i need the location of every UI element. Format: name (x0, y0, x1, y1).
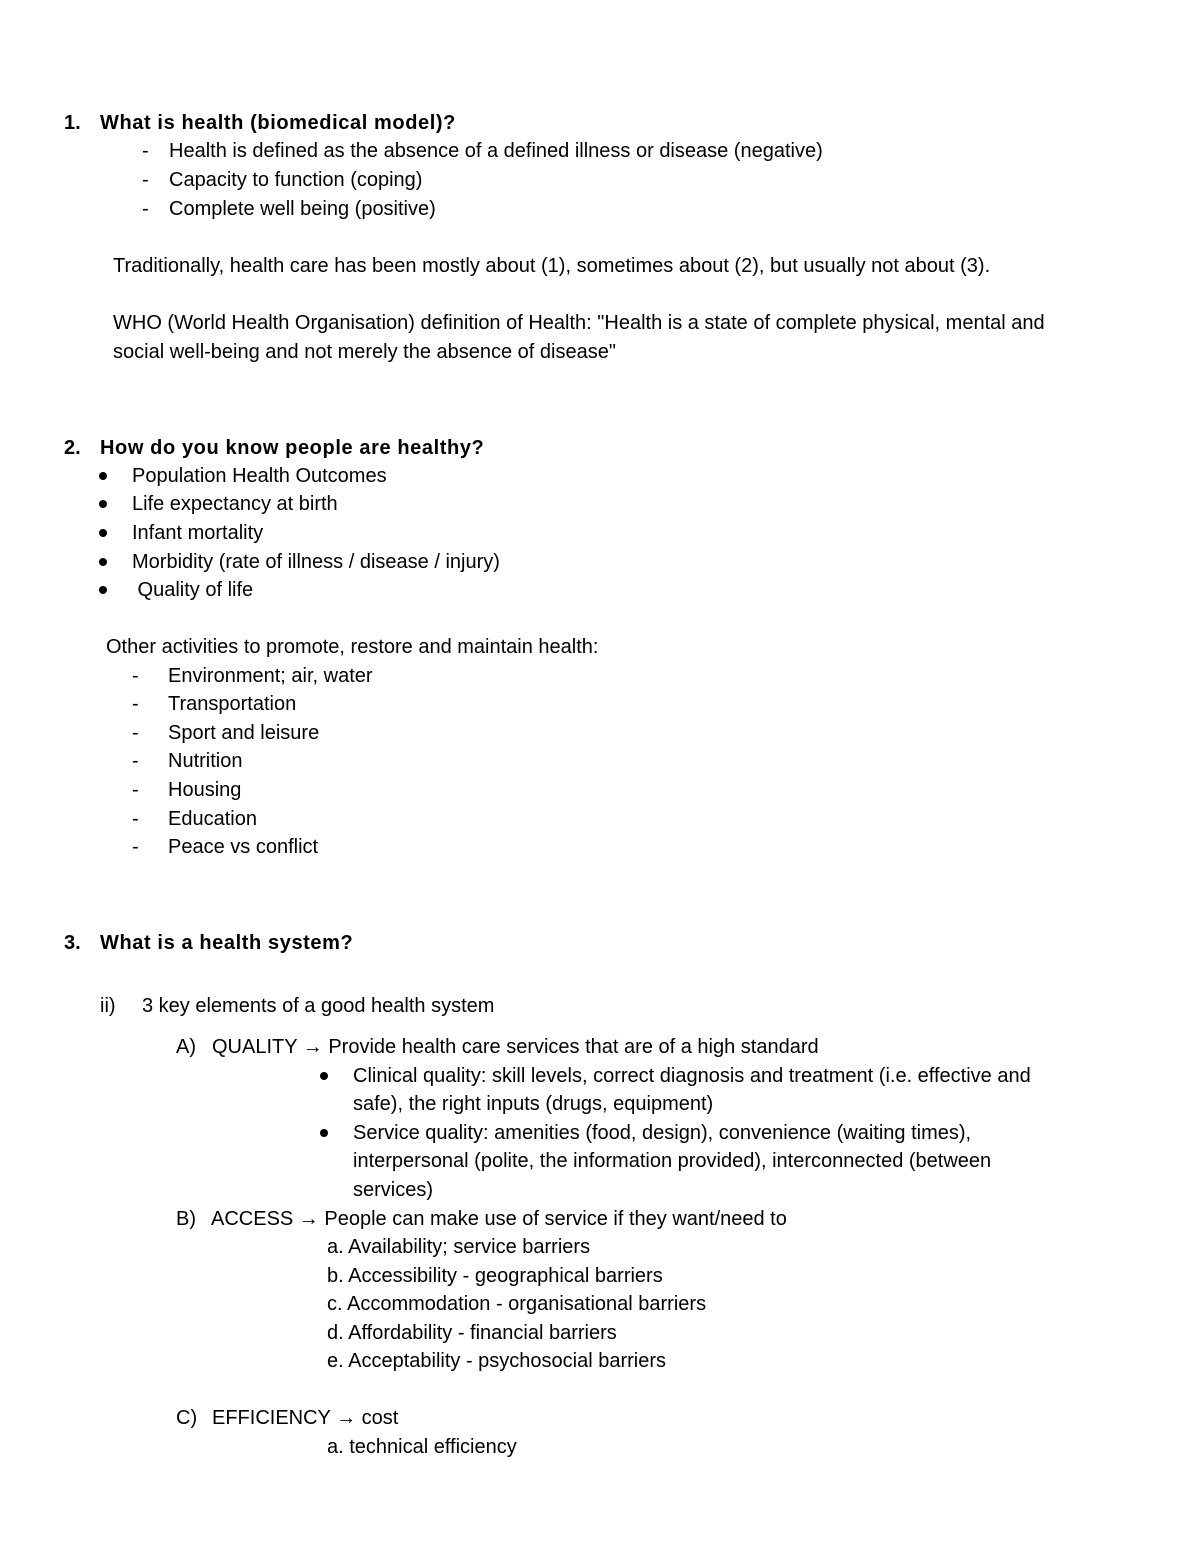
list-item: Environment; air, water (168, 665, 373, 687)
section-3-heading: What is a health system? (100, 932, 354, 954)
section-1-heading: What is health (biomedical model)? (100, 112, 456, 134)
dash-marker: - (142, 140, 149, 162)
access-marker: B) (176, 1208, 196, 1230)
bullet-item: Morbidity (rate of illness / disease / injury) (132, 551, 500, 573)
access-heading: ACCESS → People can make use of service if they want/need to (211, 1208, 787, 1230)
section-2-number: 2. (64, 437, 81, 459)
list-item: Health is defined as the absence of a defined illness or disease (negative) (169, 140, 823, 162)
efficiency-marker: C) (176, 1407, 198, 1429)
bullet-item: Quality of life (132, 579, 254, 601)
clinical-quality-line-2: safe), the right inputs (drugs, equipment) (353, 1093, 714, 1115)
list-item: Nutrition (168, 750, 243, 772)
dash-marker: - (132, 750, 139, 772)
bullet-icon (99, 558, 107, 566)
other-activities-intro: Other activities to promote, restore and maintain health: (106, 636, 599, 658)
access-item: b. Accessibility - geographical barriers (327, 1265, 663, 1287)
efficiency-item: a. technical efficiency (327, 1436, 517, 1458)
dash-marker: - (132, 808, 139, 830)
access-item: d. Affordability - financial barriers (327, 1322, 617, 1344)
service-quality-line-3: services) (353, 1179, 434, 1201)
bullet-item: Population Health Outcomes (132, 465, 387, 487)
list-item: Capacity to function (coping) (169, 169, 423, 191)
dash-marker: - (132, 693, 139, 715)
section-1-number: 1. (64, 112, 81, 134)
list-item: Education (168, 808, 257, 830)
bullet-item: Life expectancy at birth (132, 493, 338, 515)
list-item: Housing (168, 779, 242, 801)
access-item: a. Availability; service barriers (327, 1236, 591, 1258)
sub-marker: ii) (100, 995, 116, 1017)
who-definition-line-2: social well-being and not merely the absence of disease" (113, 341, 616, 363)
who-definition-line-1: WHO (World Health Organisation) definition of Health: "Health is a state of complete physical, mental and (113, 312, 1045, 334)
section-3-number: 3. (64, 932, 81, 954)
section-2-heading: How do you know people are healthy? (100, 437, 485, 459)
dash-marker: - (142, 169, 149, 191)
quality-heading: QUALITY → Provide health care services that are of a high standard (212, 1036, 819, 1058)
bullet-item: Infant mortality (132, 522, 264, 544)
access-item: c. Accommodation - organisational barriers (327, 1293, 707, 1315)
bullet-icon (320, 1072, 328, 1080)
bullet-icon (320, 1129, 328, 1137)
dash-marker: - (132, 665, 139, 687)
quality-marker: A) (176, 1036, 196, 1058)
sub-heading: 3 key elements of a good health system (142, 995, 495, 1017)
bullet-icon (99, 500, 107, 508)
traditional-paragraph: Traditionally, health care has been mostly about (1), sometimes about (2), but usually not about (3). (113, 255, 991, 277)
list-item: Transportation (168, 693, 297, 715)
list-item: Complete well being (positive) (169, 198, 436, 220)
list-item: Sport and leisure (168, 722, 320, 744)
service-quality-line-1: Service quality: amenities (food, design), convenience (waiting times), (353, 1122, 972, 1144)
bullet-icon (99, 529, 107, 537)
list-item: Peace vs conflict (168, 836, 319, 858)
efficiency-heading: EFFICIENCY → cost (212, 1407, 399, 1429)
dash-marker: - (132, 836, 139, 858)
service-quality-line-2: interpersonal (polite, the information provided), interconnected (between (353, 1150, 992, 1172)
bullet-icon (99, 472, 107, 480)
clinical-quality-line-1: Clinical quality: skill levels, correct diagnosis and treatment (i.e. effective and (353, 1065, 1031, 1087)
dash-marker: - (132, 779, 139, 801)
bullet-icon (99, 586, 107, 594)
dash-marker: - (132, 722, 139, 744)
dash-marker: - (142, 198, 149, 220)
access-item: e. Acceptability - psychosocial barriers (327, 1350, 667, 1372)
